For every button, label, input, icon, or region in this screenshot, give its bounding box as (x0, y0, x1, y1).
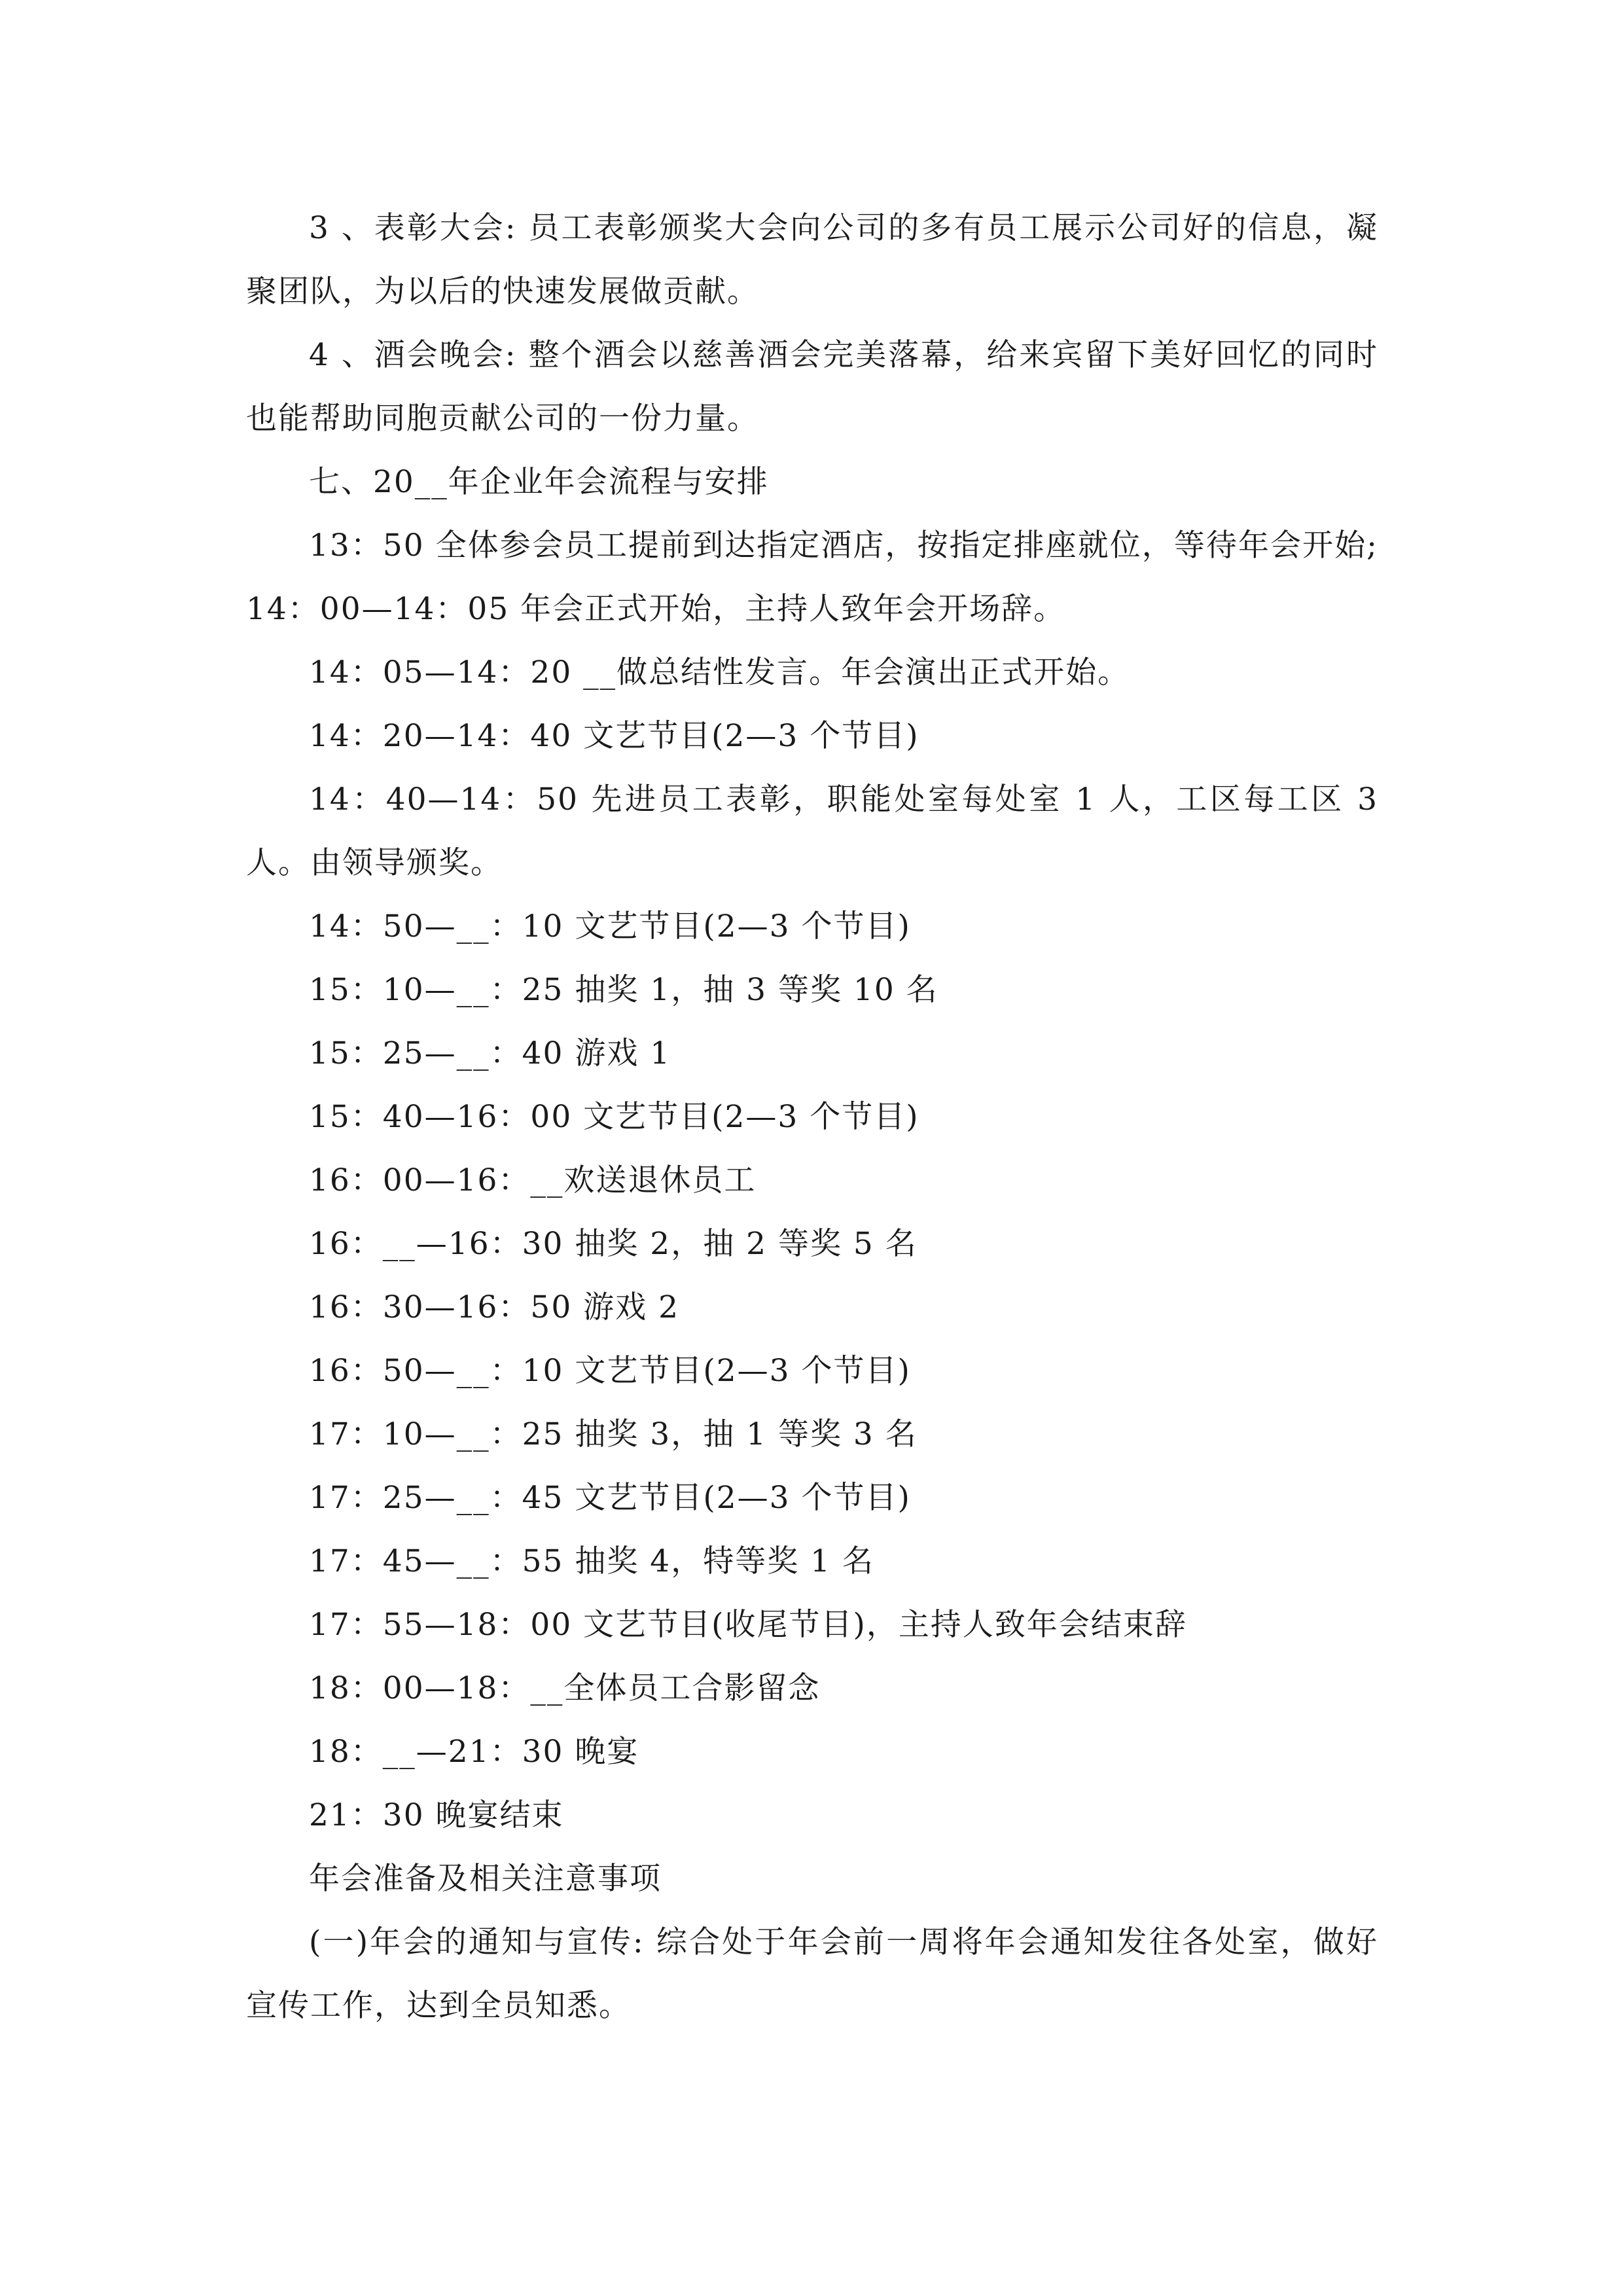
schedule-item: 16：30—16：50 游戏 2 (309, 1289, 680, 1325)
schedule-item: 16：50—__：10 文艺节目(2—3 个节目) (309, 1353, 911, 1389)
schedule-item: 13：50 全体参会员工提前到达指定酒店，按指定排座就位，等待年会开始;14：00—14：05 年会正式开始，主持人致年会开场辞。 (246, 528, 1378, 627)
schedule-item: 14：40—14：50 先进员工表彰，职能处室每处室 1 人，工区每工区 3 人。由领导颁奖。 (246, 781, 1378, 881)
schedule-item: 15：10—__：25 抽奖 1，抽 3 等奖 10 名 (309, 972, 938, 1008)
schedule-item: 16：__—16：30 抽奖 2，抽 2 等奖 5 名 (309, 1226, 918, 1262)
schedule-item: 14：05—14：20 __做总结性发言。年会演出正式开始。 (309, 655, 1130, 691)
schedule-item: 17：10—__：25 抽奖 3，抽 1 等奖 3 名 (309, 1416, 918, 1452)
schedule-item: 17：25—__：45 文艺节目(2—3 个节目) (309, 1480, 911, 1516)
schedule-item: 17：55—18：00 文艺节目(收尾节目)，主持人致年会结束辞 (309, 1607, 1187, 1643)
paragraph-cocktail-party: 4 、酒会晚会: 整个酒会以慈善酒会完美落幕，给来宾留下美好回忆的同时也能帮助同胞贡献公司的一份力量。 (246, 337, 1378, 437)
schedule-item: 18：00—18：__全体员工合影留念 (309, 1670, 821, 1706)
section-heading-preparation: 年会准备及相关注意事项 (309, 1861, 662, 1897)
schedule-item: 18：__—21：30 晚宴 (309, 1734, 639, 1770)
schedule-item: 14：50—__：10 文艺节目(2—3 个节目) (309, 908, 911, 944)
schedule-item: 14：20—14：40 文艺节目(2—3 个节目) (309, 718, 919, 754)
section-heading-schedule: 七、20__年企业年会流程与安排 (309, 464, 769, 500)
schedule-item: 17：45—__：55 抽奖 4，特等奖 1 名 (309, 1543, 874, 1579)
paragraph-notice-publicity: (一)年会的通知与宣传: 综合处于年会前一周将年会通知发往各处室，做好宣传工作，达到全员知悉。 (246, 1924, 1378, 2024)
document-body (246, 196, 1378, 2037)
schedule-item: 16：00—16：__欢送退休员工 (309, 1162, 757, 1198)
schedule-item: 21：30 晚宴结束 (309, 1797, 564, 1833)
schedule-item: 15：25—__：40 游戏 1 (309, 1035, 671, 1071)
schedule-item: 15：40—16：00 文艺节目(2—3 个节目) (309, 1099, 919, 1135)
paragraph-award-ceremony: 3 、表彰大会: 员工表彰颁奖大会向公司的多有员工展示公司好的信息，凝聚团队，为以后的快速发展做贡献。 (246, 210, 1378, 310)
